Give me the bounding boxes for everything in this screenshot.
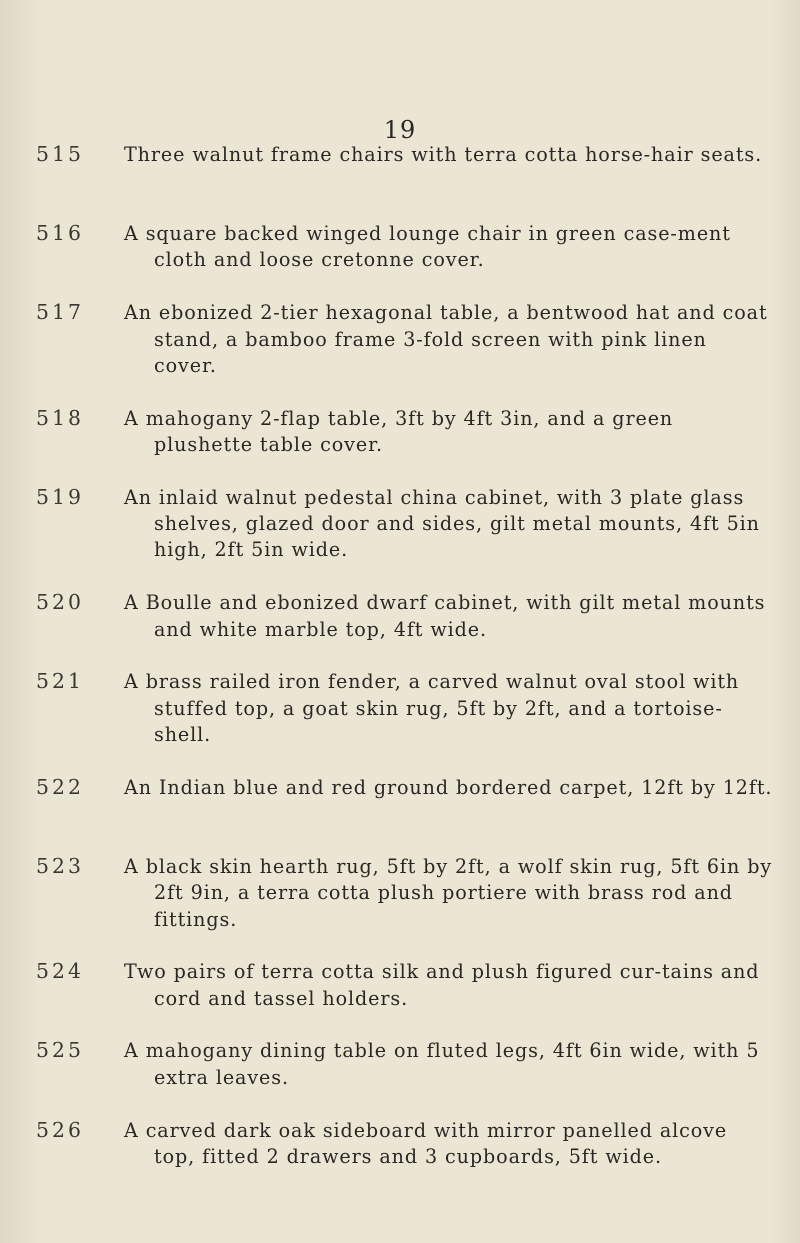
- lot-number: 524: [36, 959, 84, 984]
- page-number: 19: [383, 116, 417, 144]
- lot-description: A carved dark oak sideboard with mirror panelled alcove top, fitted 2 drawers and 3 cupboards, 5ft wide.: [124, 1118, 728, 1168]
- lot-description: A brass railed iron fender, a carved walnut oval stool with stuffed top, a goat skin rug, 5ft by 2ft, and a tortoise-shell.: [124, 670, 740, 747]
- lot-description: A mahogany dining table on fluted legs, 4ft 6in wide, with 5 extra leaves.: [124, 1039, 760, 1089]
- lot-number: 520: [36, 590, 84, 615]
- lot-description: An inlaid walnut pedestal china cabinet, with 3 plate glass shelves, glazed door and sides, gilt metal mounts, 4ft 5in high, 2ft 5in wide.: [124, 485, 760, 562]
- lot-description: A mahogany 2-flap table, 3ft by 4ft 3in, and a green plushette table cover.: [124, 406, 674, 457]
- lot-number: 519: [36, 484, 84, 509]
- lot-number: 517: [36, 300, 84, 325]
- lot-number: 526: [36, 1117, 84, 1142]
- lot-number: 516: [36, 221, 84, 246]
- lot-description: A black skin hearth rug, 5ft by 2ft, a wolf skin rug, 5ft 6in by 2ft 9in, a terra cotta plush portiere with brass rod and fittings.: [124, 854, 773, 931]
- lot-description: Two pairs of terra cotta silk and plush figured cur-tains and cord and tassel holders.: [124, 960, 760, 1010]
- lot-description: An ebonized 2-tier hexagonal table, a bentwood hat and coat stand, a bamboo frame 3-fold screen with pink linen cover.: [124, 301, 768, 377]
- lot-number: 515: [36, 142, 84, 167]
- lot-number: 525: [36, 1038, 84, 1063]
- lot-description: A Boulle and ebonized dwarf cabinet, with gilt metal mounts and white marble top, 4ft wide.: [124, 591, 766, 641]
- lot-description: A square backed winged lounge chair in green case-ment cloth and loose cretonne cover.: [124, 222, 731, 272]
- lot-number: 522: [36, 774, 84, 799]
- lot-description: Three walnut frame chairs with terra cotta horse-hair seats.: [124, 143, 763, 167]
- lot-description: An Indian blue and red ground bordered carpet, 12ft by 12ft.: [124, 775, 773, 799]
- lot-number: 521: [36, 669, 84, 694]
- lot-number: 523: [36, 853, 84, 878]
- lot-number: 518: [36, 405, 84, 430]
